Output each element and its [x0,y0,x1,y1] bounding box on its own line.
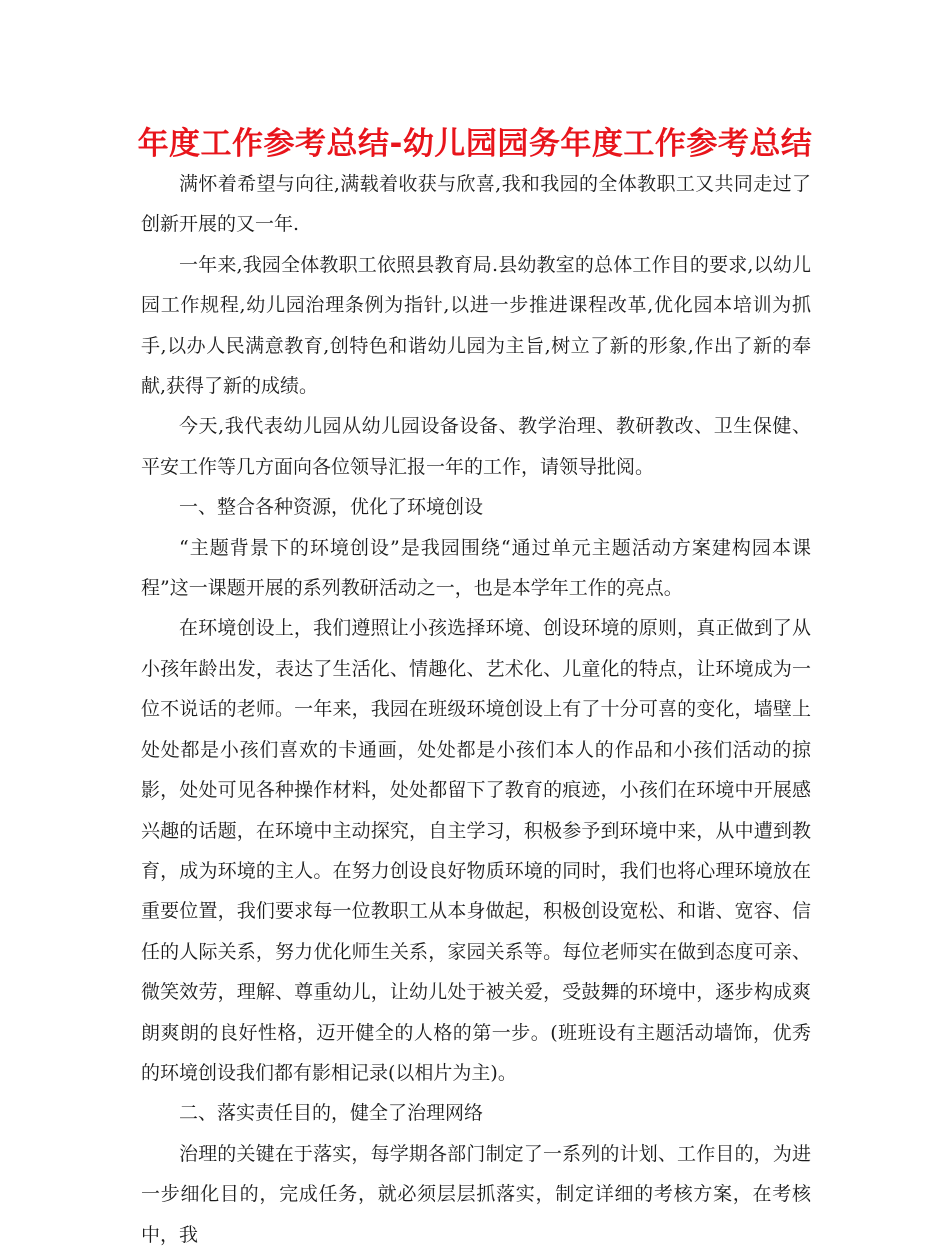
paragraph-management: 治理的关键在于落实，每学期各部门制定了一系列的计划、工作目的，为进一步细化目的，完成任务，就必须层层抓落实，制定详细的考核方案，在考核中，我 [141,1142,811,1246]
section-heading-1: 一、整合各种资源，优化了环境创设 [179,496,484,519]
section-heading-2: 二、落实责任目的，健全了治理网络 [179,1102,484,1125]
paragraph-overview: 一年来,我园全体教职工依照县教育局.县幼教室的总体工作目的要求,以幼儿园工作规程,幼儿园治理条例为指针,以进一步推进课程改革,优化园本培训为抓手,以办人民满意教育,创特色和谐幼儿园为主旨,树立了新的形象,作出了新的奉献,获得了新的成绩。 [141,253,811,398]
paragraph-intro: 满怀着希望与向往,满载着收获与欣喜,我和我园的全体教职工又共同走过了创新开展的又一年. [141,173,811,236]
paragraph-report-scope: 今天,我代表幼儿园从幼儿园设备设备、教学治理、教研教改、卫生保健、平安工作等几方面向各位领导汇报一年的工作，请领导批阅。 [141,415,811,478]
document-title: 年度工作参考总结-幼儿园园务年度工作参考总结 [137,126,813,162]
document-body [141,164,811,1255]
paragraph-environment-creation: 在环境创设上，我们遵照让小孩选择环境、创设环境的原则，真正做到了从小孩年龄出发，表达了生活化、情趣化、艺术化、儿童化的特点，让环境成为一位不说话的老师。一年来，我园在班级环境创设上有了十分可喜的变化，墙壁上处处都是小孩们喜欢的卡通画，处处都是小孩们本人的作品和小孩们活动的掠影，处处可见各种操作材料，处处都留下了教育的痕迹，小孩们在环境中开展感兴趣的话题，在环境中主动探究，自主学习，积极参予到环境中来，从中遭到教育，成为环境的主人。在努力创设良好物质环境的同时，我们也将心理环境放在重要位置，我们要求每一位教职工从本身做起，积极创设宽松、和谐、宽容、信任的人际关系，努力优化师生关系，家园关系等。每位老师实在做到态度可亲、微笑效劳，理解、尊重幼儿，让幼儿处于被关爱，受鼓舞的环境中，逐步构成爽朗爽朗的良好性格，迈开健全的人格的第一步。(班班设有主题活动墙饰，优秀的环境创设我们都有影相记录(以相片为主)。 [141,617,811,1084]
paragraph-theme-environment: “主题背景下的环境创设”是我园围绕“通过单元主题活动方案建构园本课程”这一课题开展的系列教研活动之一，也是本学年工作的亮点。 [141,536,811,600]
